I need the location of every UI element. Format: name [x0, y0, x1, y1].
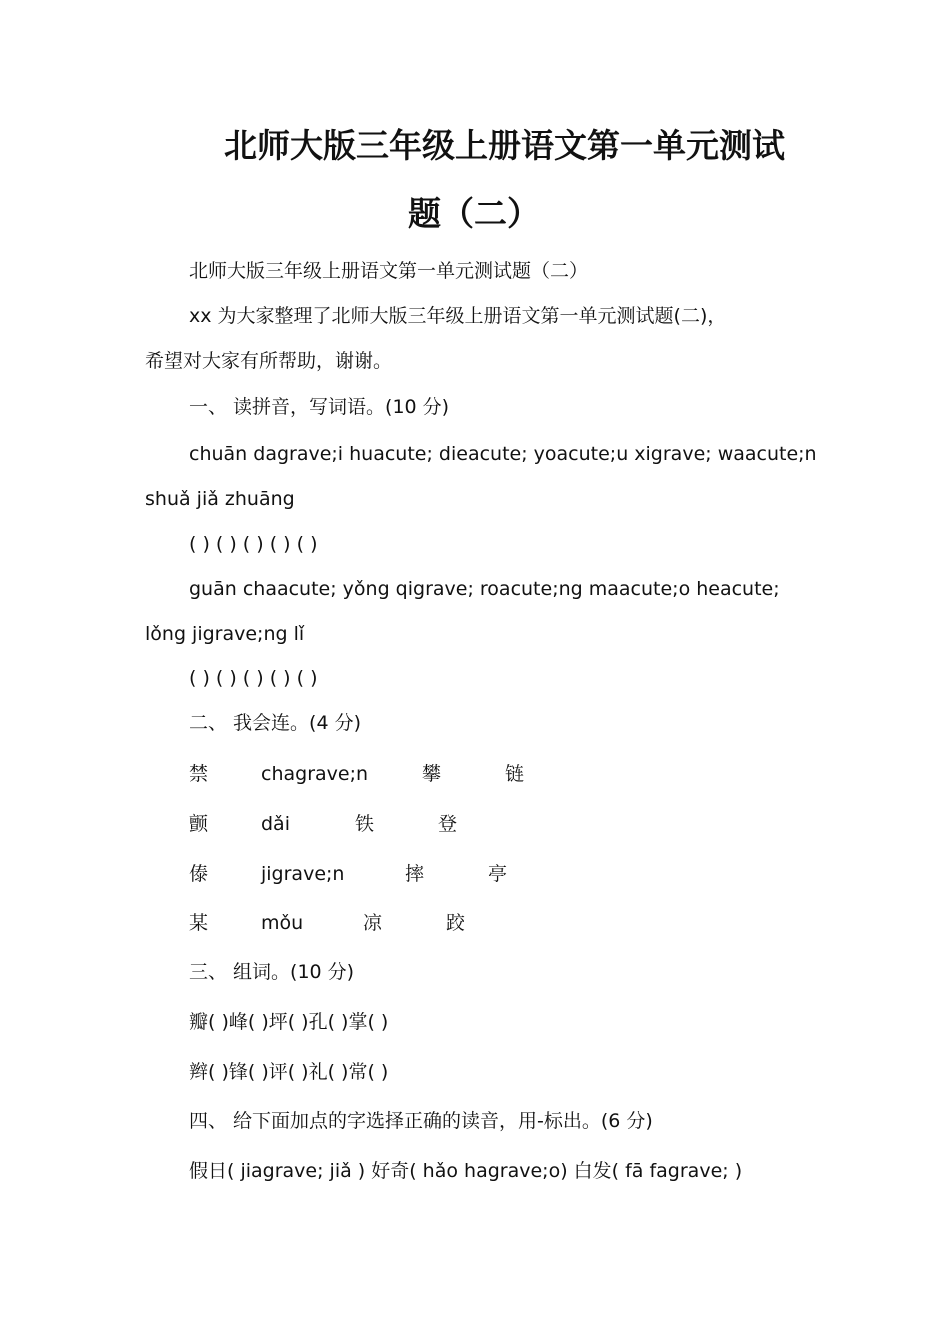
matching-cell: dǎi — [261, 813, 290, 835]
matching-cell: 颤 — [189, 813, 209, 835]
matching-cell: 攀 — [422, 763, 442, 785]
matching-cell: 亭 — [488, 863, 508, 885]
subtitle: 北师大版三年级上册语文第一单元测试题（二） — [189, 260, 589, 282]
matching-cell: jigrave;n — [261, 863, 345, 885]
matching-cell: 链 — [505, 763, 525, 785]
section-1-row-1-blanks: ( ) ( ) ( ) ( ) ( ) — [189, 533, 318, 555]
section-1-row-1-pinyin-b: shuǎ jiǎ zhuāng — [145, 488, 295, 510]
matching-cell: 傣 — [189, 863, 209, 885]
matching-cell: 铁 — [355, 813, 375, 835]
matching-cell: 某 — [189, 912, 209, 934]
document-title-line-2: 题（二） — [408, 194, 540, 233]
intro-line-2: 希望对大家有所帮助，谢谢。 — [145, 350, 393, 372]
matching-cell: 登 — [438, 813, 458, 835]
matching-cell: 凉 — [363, 912, 383, 934]
section-3-row-2: 辫( )锋( )评( )礼( )常( ) — [189, 1061, 389, 1083]
matching-cell: mǒu — [261, 912, 304, 934]
intro-line-1: xx 为大家整理了北师大版三年级上册语文第一单元测试题(二)， — [189, 305, 727, 327]
section-3-heading: 三、 组词。(10 分) — [189, 961, 355, 983]
matching-cell: 摔 — [405, 863, 425, 885]
section-1-heading: 一、 读拼音，写词语。(10 分) — [189, 396, 450, 418]
section-1-row-2-pinyin-b: lǒng jigrave;ng lǐ — [145, 623, 305, 645]
section-1-row-2-blanks: ( ) ( ) ( ) ( ) ( ) — [189, 667, 318, 689]
section-2-heading: 二、 我会连。(4 分) — [189, 712, 361, 734]
document-title-line-1: 北师大版三年级上册语文第一单元测试 — [224, 126, 785, 165]
section-1-row-2-pinyin-a: guān chaacute; yǒng qigrave; roacute;ng maacute;o heacute; — [189, 578, 780, 600]
section-3-row-1: 瓣( )峰( )坪( )孔( )掌( ) — [189, 1011, 389, 1033]
section-4-heading: 四、 给下面加点的字选择正确的读音，用-标出。(6 分) — [189, 1110, 653, 1132]
matching-cell: 跤 — [446, 912, 466, 934]
matching-cell: 禁 — [189, 763, 209, 785]
section-1-row-1-pinyin-a: chuān dagrave;i huacute; dieacute; yoacute;u xigrave; waacute;n — [189, 443, 817, 465]
section-4-row-1: 假日( jiagrave; jiǎ ) 好奇( hǎo hagrave;o) 白发( fā fagrave; ) — [189, 1160, 743, 1182]
matching-cell: chagrave;n — [261, 763, 369, 785]
